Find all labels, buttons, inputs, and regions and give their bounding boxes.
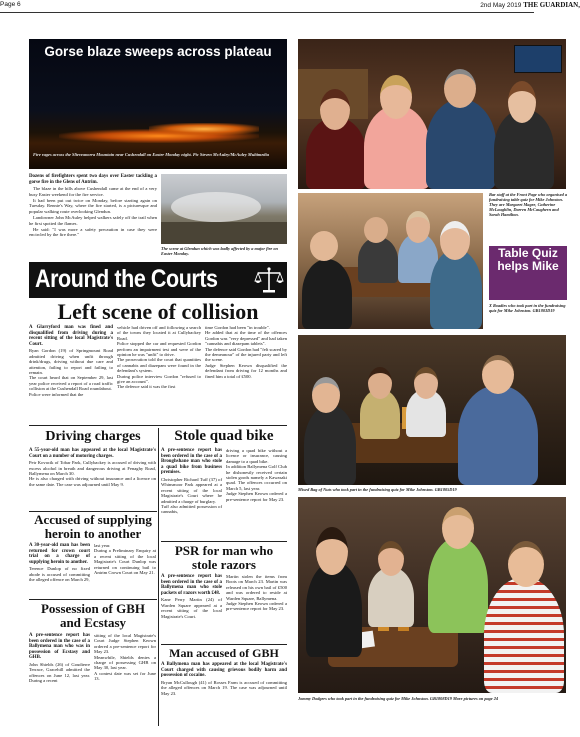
left-scene-title: Left scene of collision bbox=[57, 299, 259, 324]
hillside bbox=[161, 222, 287, 244]
person-13 bbox=[306, 561, 362, 657]
page-number: Page 6 bbox=[0, 1, 21, 8]
left-scene-col3: time Gordon had been "in trouble". He added that at the time of the offences Gordon was "very depressed" and had taken "cannabis and diazepam tablets". The defence said Gordon had "felt scared by the demeanour" of the injured party and left the scene. Judge Stephen Keown disqualified the defendant from driving for 12 months and fined him a total of £500. bbox=[205, 325, 287, 379]
person-6-head bbox=[364, 217, 388, 243]
bar-staff-caption: Bar staff at the Front Page who organised a fundraising table quiz for Mike Johnston. They are Margaret Magee, Catherine McLaughlin, Darren McCaughern and Sarah Hamilton. bbox=[489, 192, 567, 217]
mixed-bag-photo bbox=[298, 335, 566, 485]
left-scene-col1-body: Ryan Gordon (19) of Springmount Road admitted driving when unfit through drink/drugs, driving without due care and attention, failing to report and failing to remain. The court heard that on September 29, last year police received a report of a road traffic collision at the Cushendall Road roundabout. Police were informed that the bbox=[29, 348, 113, 397]
jommy-dodgers-photo bbox=[298, 497, 566, 693]
person-7-head bbox=[406, 211, 430, 243]
person-9-head bbox=[312, 377, 340, 413]
person-9 bbox=[304, 405, 356, 485]
person-15-head bbox=[442, 507, 474, 549]
gbh-title: Possession of GBH and Ecstasy bbox=[40, 601, 145, 630]
razors-col2: Martin stolen the items from Boots on March 23. Martin was released on his own bail of £500 and was ordered to reside at Warden Square, Ballymena. Judge Stephen Keown ordered a pre-sentence report for May 23. bbox=[226, 574, 287, 612]
bar-staff-photo bbox=[298, 39, 566, 189]
gorse-story: Dozens of firefighters spent two days over Easter tackling a gorse fire in the Glens of Antrim. The blaze in the hills above Cushendall came at the end of a very busy Easter weekend for the fire service. It had been put out twice on Monday, before starting again on Tuesday. Rennie's Way, where the fire started, is a picturesque and popular walking route overlooking Glendun. Landowner John McAuley helped walkers safely off the trail when he first spotted the flames. He said: "I was more a safety precaution in case they were encircled by the fire there." bbox=[29, 174, 157, 238]
gorse-fire-photo bbox=[29, 39, 287, 169]
table-quiz-box bbox=[489, 246, 567, 300]
person-13-head bbox=[316, 527, 348, 575]
person-10-head bbox=[368, 367, 392, 399]
person-15 bbox=[428, 537, 488, 633]
heroin-col2: last year. During a Preliminary Enquiry at a recent sitting of the local Magistrate's Court Dunlop was returned on continuing bail to Antrim Crown Court on May 21. bbox=[94, 543, 156, 576]
driving-story: A 55-year-old man has appeared at the local Magistrate's Court on a number of motoring charges. Petr Kovacik of Tobar Park, Cullybackey is accused of driving with excess alcohol in breath and dangerous driving at Fenaghy Road, Ballymena on March 30. He is also charged with driving without insurance and a licence on the same date. The case was adjourned until May 9. bbox=[29, 448, 156, 487]
person-3-head bbox=[444, 69, 476, 108]
tv-screen bbox=[514, 45, 562, 73]
heroin-title: Accused of supplying heroin to another bbox=[34, 512, 152, 541]
table-quiz-text: Table Quiz helps Mike bbox=[497, 246, 559, 273]
mixed-bag-caption: Mixed Bag of Nuts who took part in the fundraising quiz for Mike Johnston. GB1805D19 bbox=[298, 487, 457, 492]
person-12 bbox=[458, 385, 538, 485]
fire-glow-2 bbox=[149, 123, 259, 135]
divider-vertical bbox=[158, 428, 159, 726]
courts-banner bbox=[29, 262, 287, 298]
driving-title: Driving charges bbox=[45, 429, 141, 444]
divider bbox=[29, 599, 157, 600]
scales-icon bbox=[254, 266, 284, 294]
person-12-head bbox=[482, 355, 514, 394]
man-gbh-story: A Ballymena man has appeared at the local Magistrate's Court charged with causing grievous bodily harm and possession of cocaine. Bryan McCullough (41) of Rosses Farm is accused of committing the alleged offences on March 19. The case was adjourned until May 23. bbox=[161, 662, 287, 696]
person-6 bbox=[358, 237, 398, 283]
divider bbox=[29, 425, 287, 426]
razors-title: PSR for man who stole razors bbox=[174, 543, 274, 572]
quad-title: Stole quad bike bbox=[174, 428, 274, 444]
glendun-photo bbox=[161, 174, 287, 244]
gbh-col1: A pre-sentence report has been ordered in the case of a Ballymena man who was in possession of Ecstasy and GHB. John Shields (26) of Goudierre Terrace, Gracehill admitted the offences on June 12, last year. During a recent bbox=[29, 633, 90, 684]
person-5 bbox=[302, 259, 352, 329]
person-14 bbox=[368, 567, 414, 627]
razors-col1: A pre-sentence report has been ordered in the case of a Ballymena man who stole packets of razors worth £48. Kane Perry Martin (24) of Warden Square appeared at a recent sitting of the local Magistrate's Court. bbox=[161, 574, 222, 619]
x-roadies-caption: X Roadies who took part in the fundraising quiz for Mike Johnston. GB1803D19 bbox=[489, 303, 566, 313]
left-scene-col1: A Glarryford man was fined and disqualified from driving during a recent sitting of the local Magistrate's Court. Ryan Gordon (19) of Springmount Road admitted driving when unfit through drink/drugs, driving without due care and attention, failing to report and failing to remain. The court heard that on September 29, last year police received a report of a road traffic collision at the Cushendall Road roundabout. Police were informed that the bbox=[29, 325, 113, 397]
quad-col1: A pre-sentence report has been ordered in the case of a Broughshane man who stole a quad bike from business premises. Christopher Richard Tuff (37) of Whinsmoor Park appeared at a recent sitting of the local Magistrate's Court where he admitted a charge of burglary. Tuff also admitted possession of cannabis, bbox=[161, 448, 222, 515]
x-roadies-photo bbox=[298, 193, 483, 329]
person-5-head bbox=[310, 231, 338, 261]
divider bbox=[161, 644, 287, 645]
person-14-head bbox=[378, 541, 404, 576]
masthead-date: 2nd May 2019 THE GUARDIAN, bbox=[480, 1, 580, 9]
man-gbh-title: Man accused of GBH bbox=[169, 646, 279, 660]
glendun-caption: The scene at Glendun which was badly affected by a major fire on Easter Monday. bbox=[161, 246, 278, 256]
gorse-title: Gorse blaze sweeps across plateau bbox=[44, 44, 272, 59]
person-8 bbox=[430, 249, 482, 329]
smoke bbox=[171, 192, 261, 222]
divider bbox=[161, 541, 287, 542]
quad-col2: driving a quad bike without a licence or insurance, causing damage to a quad bike. In addition Ballymena Golf Club he dishonestly received certain stolen goods namely a Kawasaki quad. The offences occurred on March 5, last year. Judge Stephen Keown ordered a pre-sentence report for May 23. bbox=[226, 448, 287, 502]
gbh-col2: sitting of the local Magistrate's Court Judge Stephen Keown ordered a pre-sentence report for May 23. Meanwhile, Shields denies a charge of possessing GHB on May 30, last year. A contest date was set for June 13. bbox=[94, 633, 156, 682]
person-8-head bbox=[440, 221, 470, 260]
left-scene-col2: vehicle had driven off and following a search of the towns they located it at Cullybackey Road. Police stopped the car and requested Gordon perform an impairment test and were of the opinion he was "unfit" to drive. The prosecution told the court that quantities of cannabis and diazepam were found in the defendant's system. During police interview Gordon "refused to give an account". The defence said it was the first bbox=[117, 325, 201, 390]
heroin-col1: A 30-year-old man has been returned for crown court trial on a charge of supplying heroin to another. Terence Dunlop of no fixed abode is accused of committing the alleged offence on March 29, bbox=[29, 543, 90, 583]
masthead bbox=[0, 0, 580, 13]
person-1-head bbox=[320, 89, 350, 130]
gorse-photo-caption: Fire rages across the Slieveanorra Mountain near Cushendall on Easter Monday night. Pic Steven McAuley/McAuley Multimedia bbox=[33, 152, 269, 157]
person-2-head bbox=[380, 75, 412, 119]
person-4-head bbox=[508, 81, 536, 123]
person-16 bbox=[484, 577, 564, 693]
person-3 bbox=[426, 99, 496, 189]
person-16-head bbox=[508, 541, 544, 587]
courts-banner-title: Around the Courts bbox=[35, 265, 218, 293]
jommy-dodgers-caption: Jommy Dodgers who took part in the fundraising quiz for Mike Johnston. GB1808D19 More pictures on page 24 bbox=[298, 696, 499, 701]
person-11-head bbox=[414, 367, 438, 399]
